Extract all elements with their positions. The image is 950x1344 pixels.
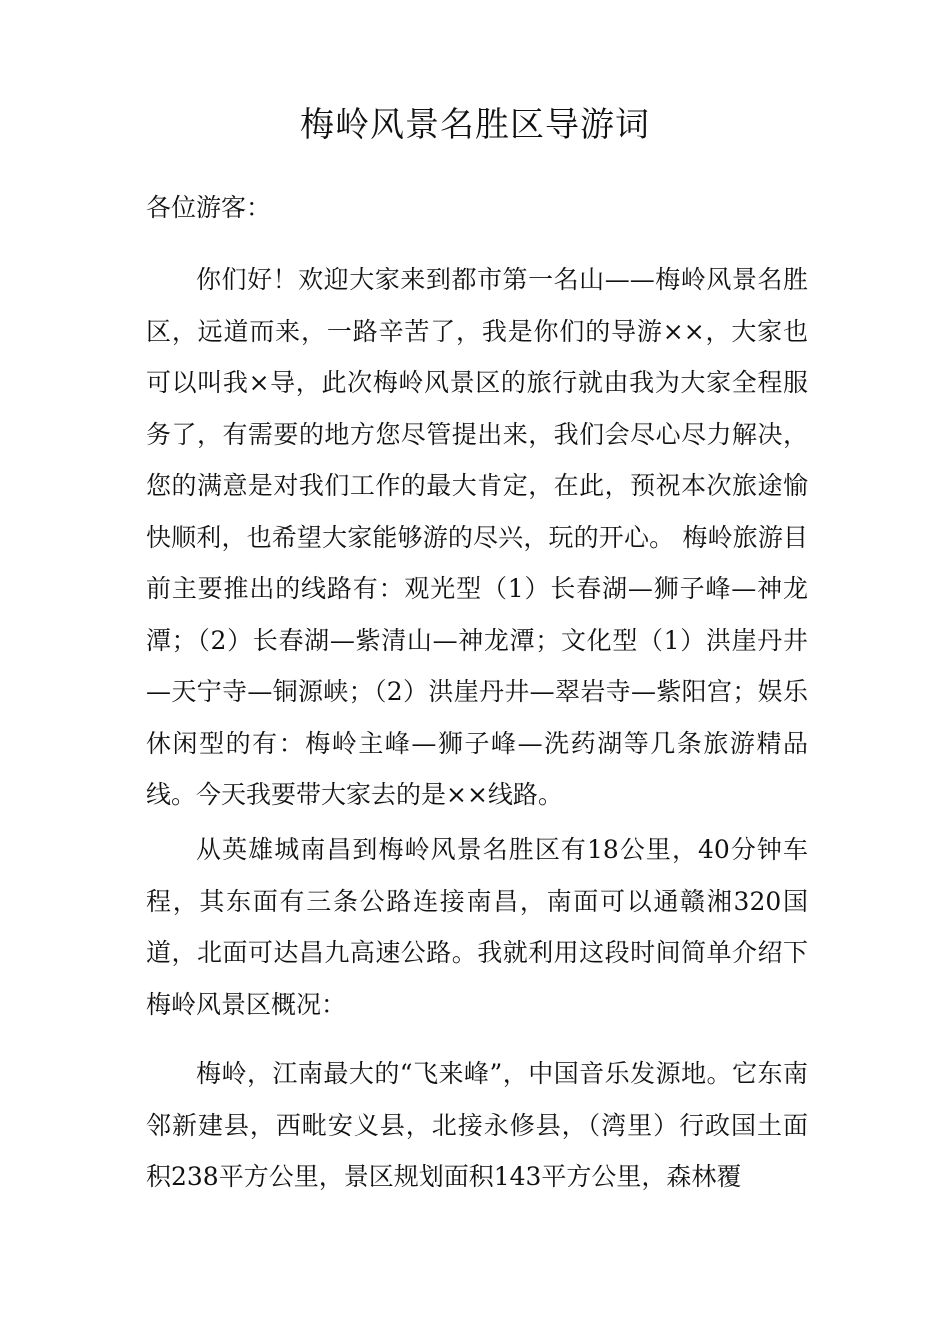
paragraph-welcome: 你们好！欢迎大家来到都市第一名山——梅岭风景名胜区，远道而来，一路辛苦了，我是你们的导游××，大家也可以叫我×导，此次梅岭风景区的旅行就由我为大家全程服务了，有需要的地方您尽管提出来，我们会尽心尽力解决，您的满意是对我们工作的最大肯定，在此，预祝本次旅途愉快顺利，也希望大家能够游的尽兴，玩的开心。 梅岭旅游目前主要推出的线路有：观光型（1）长春湖—狮子峰—神龙潭；（2）长春湖—紫清山—神龙潭；文化型（1）洪崖丹井—天宁寺—铜源峡；（2）洪崖丹井—翠岩寺—紫阳宫；娱乐休闲型的有：梅岭主峰—狮子峰—洗药湖等几条旅游精品线。今天我要带大家去的是××线路。 <box>146 265 808 809</box>
document-title: 梅岭风景名胜区导游词 <box>300 105 650 145</box>
greeting-line: 各位游客： <box>146 193 272 222</box>
paragraph-route: 从英雄城南昌到梅岭风景名胜区有18公里，40分钟车程，其东面有三条公路连接南昌，南面可以通赣湘320国道，北面可达昌九高速公路。我就利用这段时间简单介绍下梅岭风景区概况： <box>146 835 808 1019</box>
paragraph-overview: 梅岭，江南最大的“飞来峰”，中国音乐发源地。它东南邻新建县，西毗安义县，北接永修县，（湾里）行政国土面积238平方公里，景区规划面积143平方公里，森林覆 <box>146 1059 808 1191</box>
